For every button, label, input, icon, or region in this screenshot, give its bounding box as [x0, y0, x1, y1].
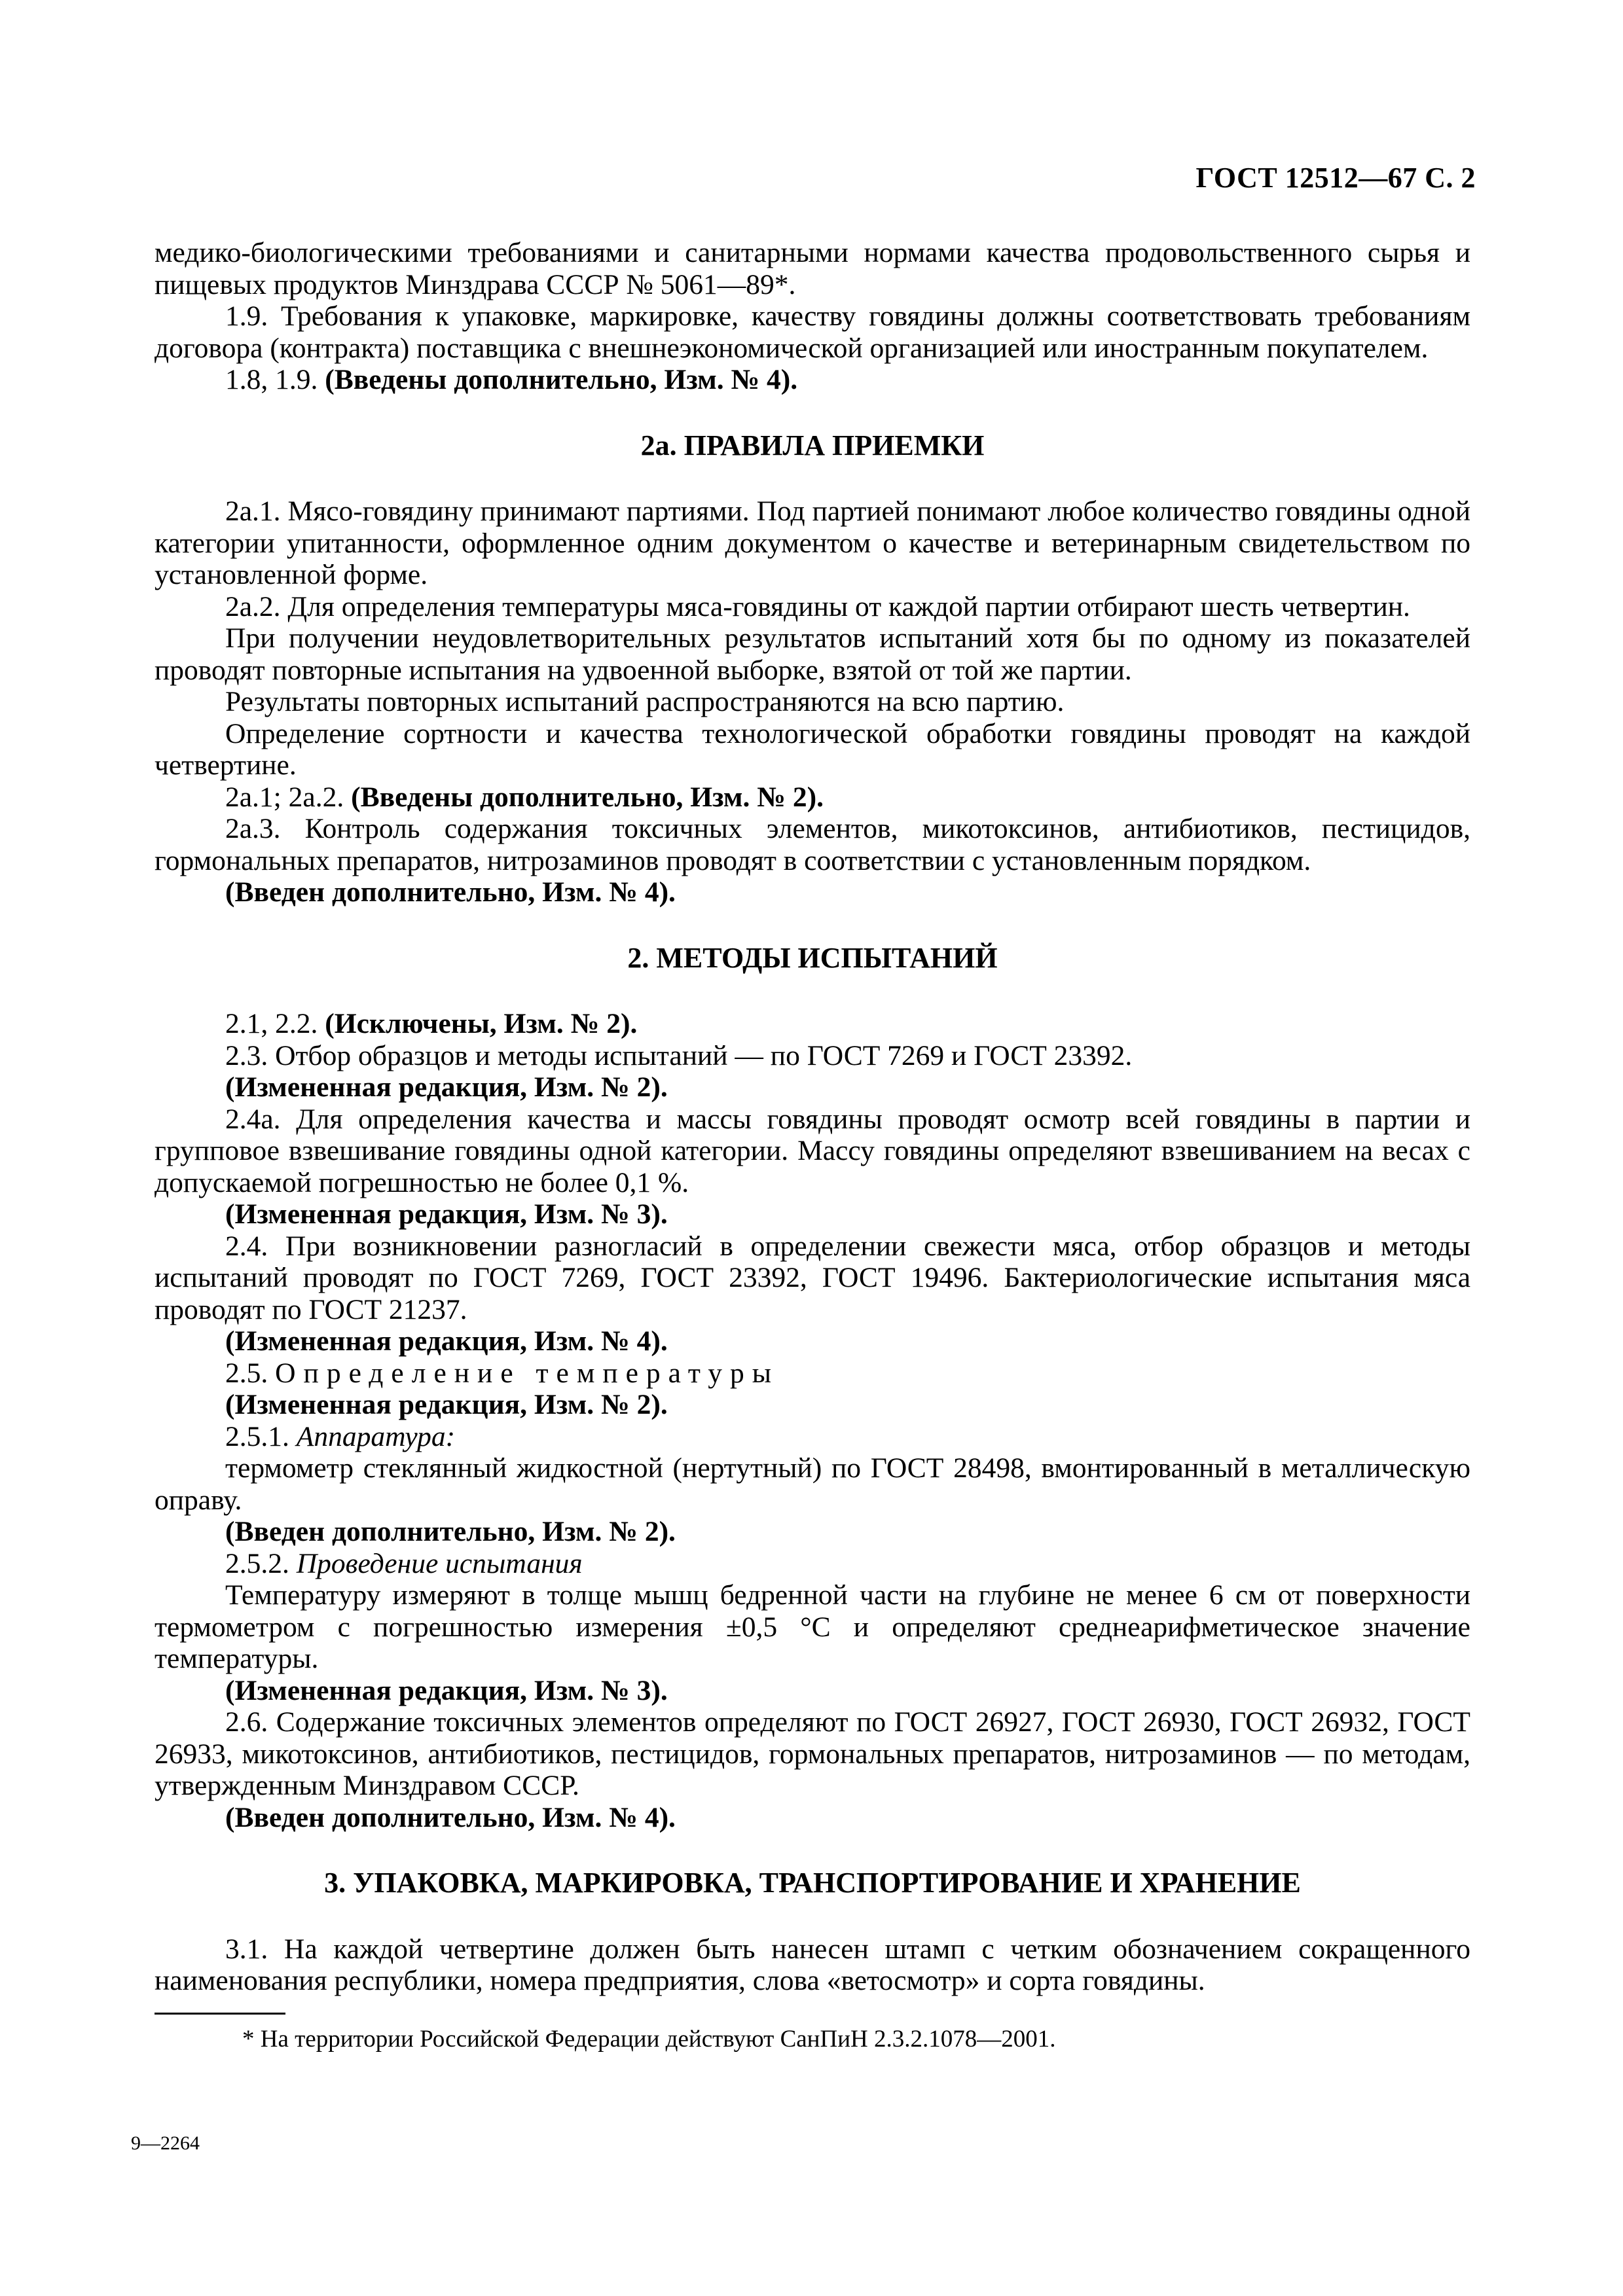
paragraph — [155, 1008, 1470, 1040]
document-body — [155, 237, 1470, 1997]
footnote-rule — [155, 2013, 285, 2015]
amendment-note: (Введен дополнительно, Изм. № 4). — [225, 1801, 676, 1833]
paragraph — [155, 1421, 1470, 1453]
paragraph: Результаты повторных испытаний распространяются на всю партию. — [225, 686, 1065, 717]
amendment-note: (Измененная редакция, Изм. № 3). — [225, 1674, 668, 1706]
clause-number: 2а.1; 2а.2. — [225, 781, 344, 813]
amendment-note: (Введены дополнительно, Изм. № 4). — [325, 364, 798, 395]
paragraph: термометр стеклянный жидкостной (нертутный) по ГОСТ 28498, вмонтированный в металлическую оправу. — [155, 1452, 1470, 1516]
italic-subheading: Проведение испытания — [296, 1547, 583, 1579]
clause-number: 2.1, 2.2. — [225, 1008, 318, 1039]
paragraph: 2.6. Содержание токсичных элементов определяют по ГОСТ 26927, ГОСТ 26930, ГОСТ 26932, ГОСТ 26933, микотоксинов, антибиотиков, пестицидов, гормональных препаратов, нитрозаминов — по методам, утвержденным Минздравом СССР. — [155, 1706, 1470, 1801]
section-heading: 2. МЕТОДЫ ИСПЫТАНИЙ — [627, 941, 998, 974]
paragraph: 2а.2. Для определения температуры мяса-говядины от каждой партии отбирают шесть четвертин. — [225, 590, 1410, 622]
amendment-note: (Введены дополнительно, Изм. № 2). — [351, 781, 824, 813]
paragraph: 1.9. Требования к упаковке, маркировке, качеству говядины должны соответствовать требованиям договора (контракта) поставщика с внешнеэкономической организацией или иностранным покупателем. — [155, 300, 1470, 364]
spaced-subheading: Определение температуры — [275, 1357, 780, 1389]
section-heading: 2а. ПРАВИЛА ПРИЕМКИ — [640, 429, 985, 461]
amendment-note: (Введен дополнительно, Изм. № 2). — [225, 1516, 676, 1547]
amendment-note: (Измененная редакция, Изм. № 2). — [225, 1389, 668, 1420]
page-header: ГОСТ 12512—67 С. 2 — [1195, 162, 1476, 194]
paragraph: 2.4а. Для определения качества и массы говядины проводят осмотр всей говядины в партии и групповое взвешивание говядины одной категории. Массу говядины определяют взвешиванием на весах с допускаемой погрешностью не более 0,1 %. — [155, 1103, 1470, 1198]
print-signature: 9—2264 — [131, 2132, 200, 2154]
section-heading: 3. УПАКОВКА, МАРКИРОВКА, ТРАНСПОРТИРОВАНИЕ И ХРАНЕНИЕ — [324, 1867, 1301, 1899]
paragraph — [155, 1548, 1470, 1580]
amendment-note: (Введен дополнительно, Изм. № 4). — [225, 876, 676, 908]
paragraph — [155, 364, 1470, 396]
clause-number: 1.8, 1.9. — [225, 364, 318, 395]
paragraph: При получении неудовлетворительных результатов испытаний хотя бы по одному из показателей проводят повторные испытания на удвоенной выборке, взятой от той же партии. — [155, 622, 1470, 686]
footnote: * На территории Российской Федерации действуют СанПиН 2.3.2.1078—2001. — [242, 2026, 1056, 2053]
paragraph: 2а.3. Контроль содержания токсичных элементов, микотоксинов, антибиотиков, пестицидов, гормональных препаратов, нитрозаминов проводят в соответствии с установленным порядком. — [155, 813, 1470, 876]
clause-number: 2.5.2. — [225, 1547, 289, 1579]
clause-number: 2.5. — [225, 1357, 268, 1389]
amendment-note: (Измененная редакция, Изм. № 2). — [225, 1071, 668, 1103]
amendment-note: (Исключены, Изм. № 2). — [325, 1008, 638, 1039]
paragraph: Температуру измеряют в толще мышц бедренной части на глубине не менее 6 см от поверхности термометром с погрешностью измерения ±0,5 °С и определяют среднеарифметическое значение температуры. — [155, 1579, 1470, 1674]
paragraph: Определение сортности и качества технологической обработки говядины проводят на каждой четвертине. — [155, 717, 1470, 781]
paragraph: 2а.1. Мясо-говядину принимают партиями. Под партией понимают любое количество говядины одной категории упитанности, оформленное одним документом о качестве и ветеринарным свидетельством по установленной форме. — [155, 495, 1470, 590]
paragraph: 2.4. При возникновении разногласий в определении свежести мяса, отбор образцов и методы испытаний проводят по ГОСТ 7269, ГОСТ 23392, ГОСТ 19496. Бактериологические испытания мяса проводят по ГОСТ 21237. — [155, 1230, 1470, 1325]
paragraph: 2.3. Отбор образцов и методы испытаний — по ГОСТ 7269 и ГОСТ 23392. — [225, 1039, 1133, 1071]
paragraph — [155, 1357, 1470, 1390]
clause-number: 2.5.1. — [225, 1420, 289, 1452]
paragraph: медико-биологическими требованиями и санитарными нормами качества продовольственного сырья и пищевых продуктов Минздрава СССР № 5061—89*. — [155, 237, 1470, 300]
italic-subheading: Аппаратура: — [296, 1420, 456, 1452]
amendment-note: (Измененная редакция, Изм. № 4). — [225, 1325, 668, 1357]
paragraph: 3.1. На каждой четвертине должен быть нанесен штамп с четким обозначением сокращенного наименования республики, номера предприятия, слова «ветосмотр» и сорта говядины. — [155, 1933, 1470, 1996]
amendment-note: (Измененная редакция, Изм. № 3). — [225, 1198, 668, 1230]
paragraph — [155, 781, 1470, 814]
